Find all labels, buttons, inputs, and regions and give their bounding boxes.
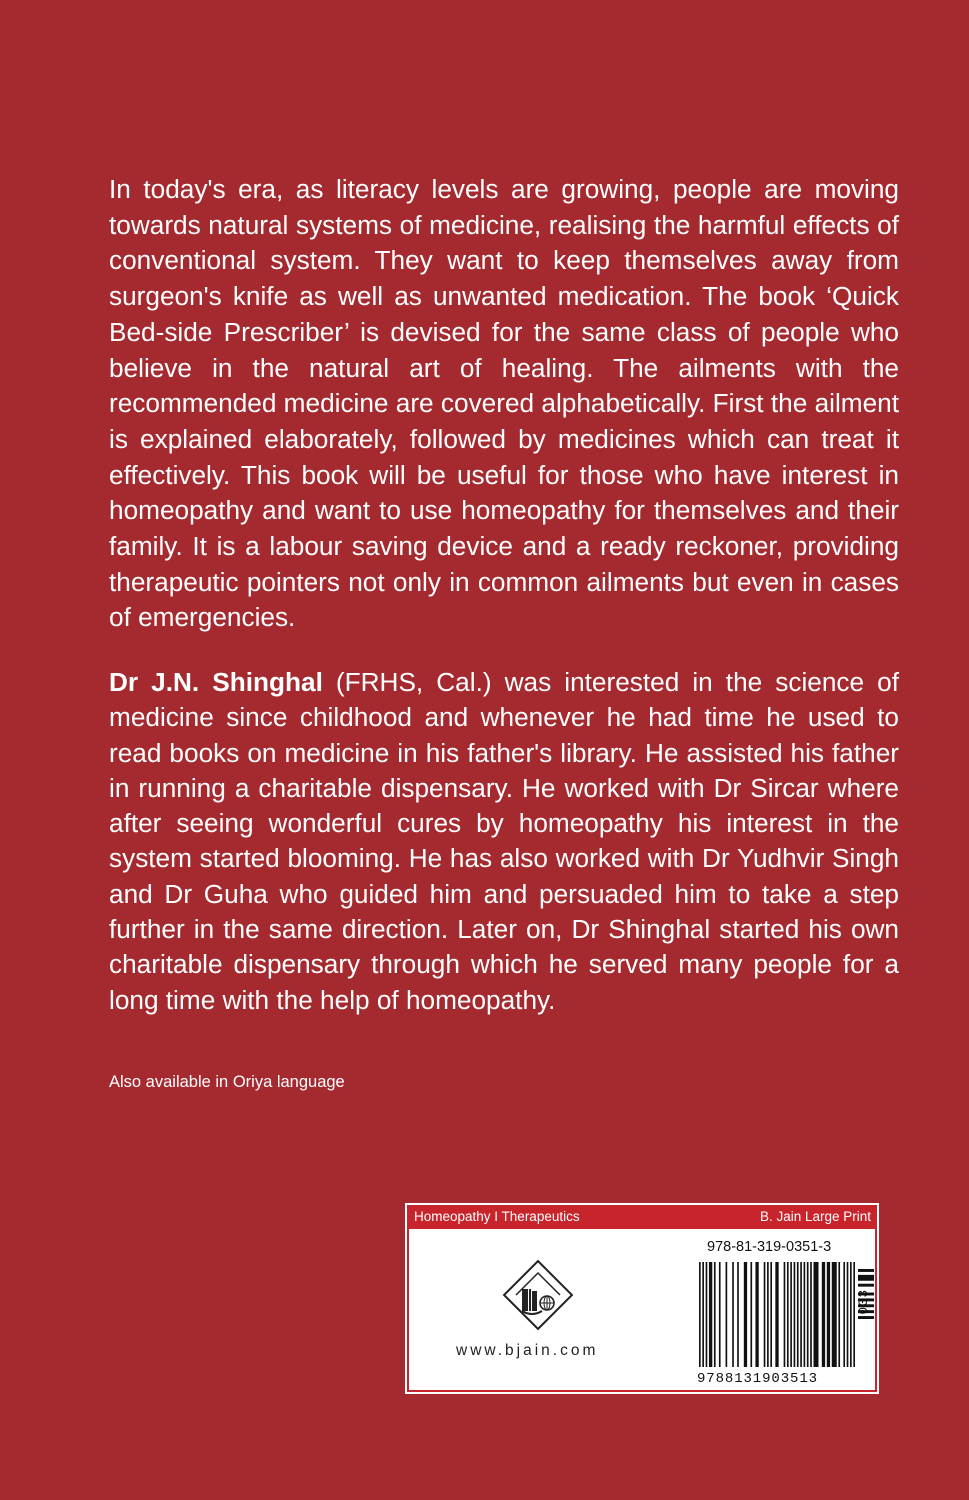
barcode-bar — [810, 1262, 812, 1367]
barcode-bar — [732, 1262, 734, 1367]
barcode-bar — [770, 1262, 772, 1367]
barcode-bar — [807, 1262, 809, 1367]
barcode-bar — [804, 1262, 806, 1367]
barcode-bar — [832, 1262, 837, 1367]
book-description: In today's era, as literacy levels are growing, people are moving towards natural systems of medicine, realising the harmful effects of conventional system. They want to keep themselves away from surgeon's knife as well as unwanted medication. The book ‘Quick Bed-side Prescriber’ is devised for the same class of people who believe in the natural art of healing. The ailments with the recommended medicine are covered alphabetically. First the ailment is explained elaborately, followed by medicines which can treat it effectively. This book will be useful for those who have interest in homeopathy and want to use homeopathy for themselves and their family. It is a labour saving device and a ready reckoner, providing therapeutic pointers not only in common ailments but even in cases of emergencies. — [109, 174, 899, 633]
addon-code: 033 — [857, 1289, 871, 1315]
barcode-bar — [843, 1262, 845, 1367]
category-label: Homeopathy I Therapeutics — [414, 1209, 580, 1224]
barcode-bar — [838, 1262, 840, 1367]
publisher-logo-icon — [502, 1259, 574, 1331]
author-bio-text: (FRHS, Cal.) was interested in the science of medicine since childhood and whenever he had time he used to read books on medicine in his father's library. He assisted his father in running a charitable dispensary. He worked with Dr Sircar where after seeing wonderful cures by homeopathy his interest in the system started blooming. He has also worked with Dr Yudhvir Singh and Dr Guha who guided him and persuaded him to take a step further in the same direction. Later on, Dr Shinghal started his own charitable dispensary through which he served many people for a long time with the help of homeopathy. — [109, 667, 899, 1015]
barcode-bar — [814, 1262, 819, 1367]
series-label: B. Jain Large Print — [759, 1209, 871, 1224]
isbn-barcode-digits: 9788131903513 — [697, 1371, 818, 1387]
barcode-bar — [797, 1262, 799, 1367]
barcode-bar — [822, 1262, 825, 1367]
publisher-website: www.bjain.com — [456, 1342, 599, 1359]
barcode-bar — [847, 1262, 849, 1367]
isbn-barcode — [697, 1262, 857, 1367]
barcode-box — [405, 1203, 879, 1394]
barcode-bar — [827, 1262, 830, 1367]
barcode-bar — [702, 1262, 704, 1367]
addon-bar — [858, 1275, 874, 1281]
author-bio — [109, 665, 899, 1018]
barcode-box-body — [407, 1229, 877, 1392]
author-name: Dr J.N. Shinghal — [109, 667, 323, 697]
barcode-bar — [726, 1262, 728, 1367]
barcode-bar — [764, 1262, 766, 1367]
barcode-bar — [790, 1262, 792, 1367]
barcode-bar — [800, 1262, 802, 1367]
barcode-bar — [850, 1262, 852, 1367]
barcode-bar — [750, 1262, 752, 1367]
barcode-bar — [706, 1262, 708, 1367]
barcode-box-header — [407, 1205, 877, 1229]
barcode-bar — [719, 1262, 721, 1367]
barcode-bar — [775, 1262, 778, 1367]
barcode-bar — [787, 1262, 789, 1367]
addon-bar — [858, 1269, 874, 1272]
also-available-note: Also available in Oriya language — [109, 1073, 345, 1091]
barcode-bar — [709, 1262, 712, 1367]
barcode-bar — [794, 1262, 796, 1367]
isbn-number: 978-81-319-0351-3 — [707, 1239, 832, 1255]
barcode-bar — [853, 1262, 855, 1367]
barcode-bar — [784, 1262, 786, 1367]
addon-bar — [858, 1284, 874, 1287]
barcode-bar — [744, 1262, 747, 1367]
barcode-bar — [714, 1262, 716, 1367]
addon-barcode — [858, 1269, 874, 1365]
addon-bar — [858, 1316, 874, 1319]
barcode-bar — [767, 1262, 769, 1367]
barcode-bar — [755, 1262, 758, 1367]
barcode-bar — [699, 1262, 701, 1367]
barcode-bar — [737, 1262, 739, 1367]
